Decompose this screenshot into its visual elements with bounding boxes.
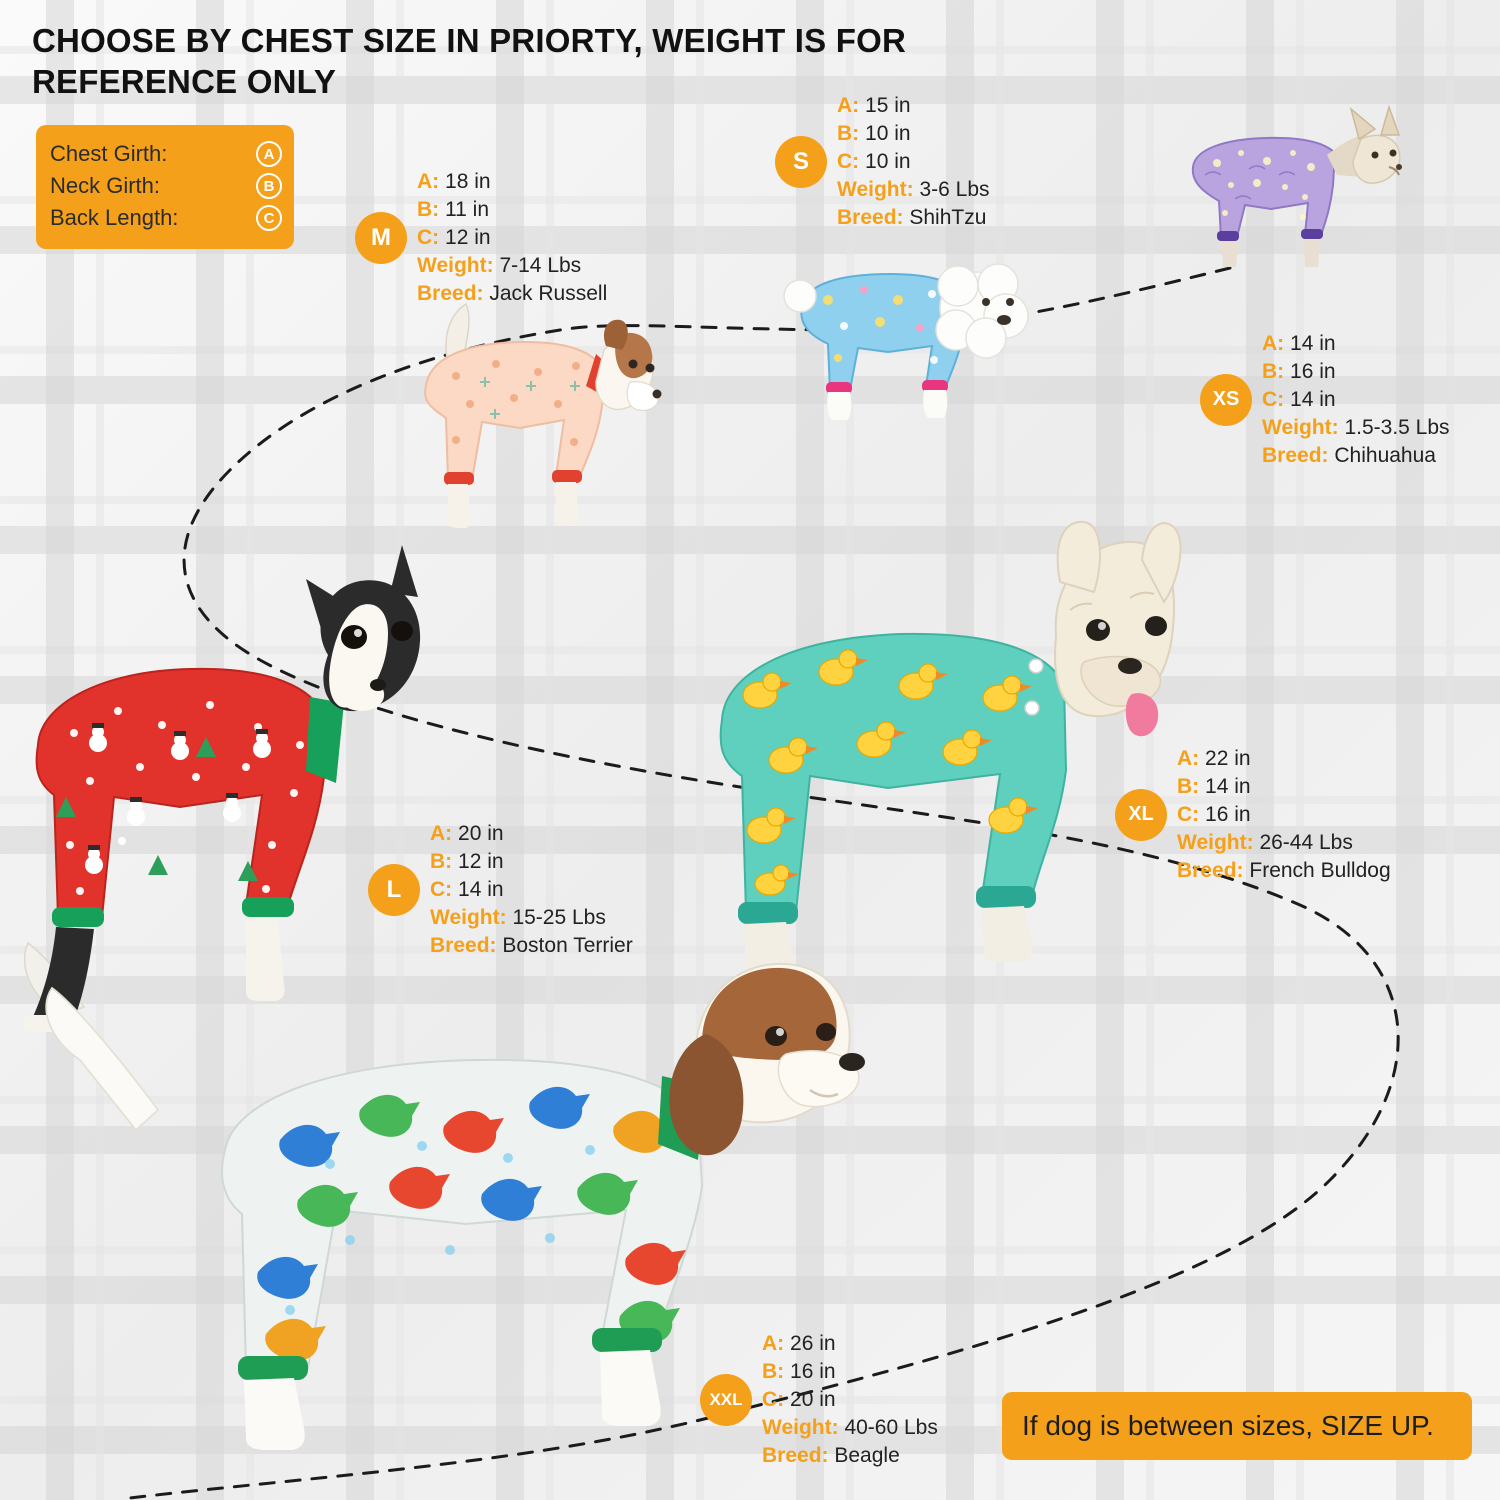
legend-badge-a: A — [256, 141, 282, 167]
label-breed-xs: Breed: — [1262, 443, 1329, 467]
size-details-xl — [1177, 745, 1391, 885]
label-c-xs: C: — [1262, 387, 1285, 411]
size-badge-s: S — [775, 136, 827, 188]
legend-badge-b: B — [256, 173, 282, 199]
label-weight-xxl: Weight: — [762, 1415, 839, 1439]
value-a-xs: 14 in — [1290, 332, 1336, 355]
label-a-xl: A: — [1177, 747, 1200, 770]
label-breed-l: Breed: — [430, 933, 497, 957]
value-weight-s: 3-6 Lbs — [919, 177, 990, 201]
label-b-l: B: — [430, 849, 453, 873]
label-b-xxl: B: — [762, 1359, 785, 1383]
value-b-xs: 16 in — [1290, 359, 1336, 383]
size-details-s — [837, 92, 990, 232]
value-breed-xxl: Beagle — [834, 1443, 900, 1467]
label-b-xs: B: — [1262, 359, 1285, 383]
label-a-xs: A: — [1262, 332, 1285, 355]
size-info-xs — [1200, 330, 1450, 470]
value-c-l: 14 in — [458, 877, 504, 901]
legend-label-back: Back Length: — [50, 205, 179, 230]
value-b-m: 11 in — [445, 197, 489, 221]
label-breed-xxl: Breed: — [762, 1443, 829, 1467]
value-weight-xxl: 40-60 Lbs — [844, 1415, 938, 1439]
value-a-s: 15 in — [865, 94, 911, 117]
label-a-s: A: — [837, 94, 860, 117]
label-b-m: B: — [417, 197, 440, 221]
legend-badge-c: C — [256, 205, 282, 231]
value-breed-l: Boston Terrier — [502, 933, 633, 957]
label-weight-xl: Weight: — [1177, 830, 1254, 854]
size-details-m — [417, 168, 607, 308]
legend-row-chest — [50, 141, 282, 167]
label-weight-s: Weight: — [837, 177, 914, 201]
value-c-s: 10 in — [865, 149, 911, 173]
value-weight-m: 7-14 Lbs — [499, 253, 582, 277]
label-weight-l: Weight: — [430, 905, 507, 929]
label-weight-m: Weight: — [417, 253, 494, 277]
label-a-l: A: — [430, 822, 453, 845]
value-b-l: 12 in — [458, 849, 504, 873]
label-c-m: C: — [417, 225, 440, 249]
label-a-xxl: A: — [762, 1332, 785, 1355]
label-b-s: B: — [837, 121, 860, 145]
value-weight-xl: 26-44 Lbs — [1259, 830, 1353, 854]
dog-illustration-l — [10, 545, 410, 1020]
label-breed-s: Breed: — [837, 205, 904, 229]
value-a-m: 18 in — [445, 170, 491, 193]
size-info-xxl — [700, 1330, 938, 1470]
legend-box — [36, 125, 294, 249]
dog-illustration-s — [780, 250, 1050, 430]
value-a-xxl: 26 in — [790, 1332, 836, 1355]
page-title: CHOOSE BY CHEST SIZE IN PRIORTY, WEIGHT IS FOR REFERENCE ONLY — [32, 22, 907, 101]
value-c-xs: 14 in — [1290, 387, 1336, 411]
value-b-xl: 14 in — [1205, 774, 1251, 798]
size-badge-xs: XS — [1200, 374, 1252, 426]
label-c-l: C: — [430, 877, 453, 901]
label-breed-m: Breed: — [417, 281, 484, 305]
size-details-xxl — [762, 1330, 938, 1470]
label-breed-xl: Breed: — [1177, 858, 1244, 882]
dog-illustration-xl — [660, 520, 1180, 950]
label-b-xl: B: — [1177, 774, 1200, 798]
size-badge-l: L — [368, 864, 420, 916]
size-badge-m: M — [355, 212, 407, 264]
value-b-s: 10 in — [865, 121, 911, 145]
label-a-m: A: — [417, 170, 440, 193]
dog-illustration-xs — [1175, 105, 1405, 290]
value-breed-s: ShihTzu — [909, 205, 987, 229]
size-info-s — [775, 92, 990, 232]
label-c-xxl: C: — [762, 1387, 785, 1411]
legend-row-neck — [50, 173, 282, 199]
value-a-l: 20 in — [458, 822, 504, 845]
value-b-xxl: 16 in — [790, 1359, 836, 1383]
size-badge-xxl: XXL — [700, 1374, 752, 1426]
size-up-note: If dog is between sizes, SIZE UP. — [1002, 1392, 1472, 1460]
value-a-xl: 22 in — [1205, 747, 1251, 770]
label-c-s: C: — [837, 149, 860, 173]
value-breed-xs: Chihuahua — [1334, 443, 1436, 467]
legend-row-back — [50, 205, 282, 231]
value-breed-xl: French Bulldog — [1249, 858, 1391, 882]
value-weight-xs: 1.5-3.5 Lbs — [1344, 415, 1450, 439]
value-weight-l: 15-25 Lbs — [512, 905, 606, 929]
label-weight-xs: Weight: — [1262, 415, 1339, 439]
value-breed-m: Jack Russell — [489, 281, 608, 305]
value-c-m: 12 in — [445, 225, 491, 249]
value-c-xl: 16 in — [1205, 802, 1251, 826]
size-info-m — [355, 168, 607, 308]
label-c-xl: C: — [1177, 802, 1200, 826]
size-badge-xl: XL — [1115, 789, 1167, 841]
value-c-xxl: 20 in — [790, 1387, 836, 1411]
legend-label-neck: Neck Girth: — [50, 173, 161, 198]
size-details-l — [430, 820, 633, 960]
size-details-xs — [1262, 330, 1450, 470]
legend-label-chest: Chest Girth: — [50, 141, 168, 166]
dog-illustration-m — [330, 290, 660, 530]
size-info-l — [368, 820, 633, 960]
size-info-xl — [1115, 745, 1391, 885]
